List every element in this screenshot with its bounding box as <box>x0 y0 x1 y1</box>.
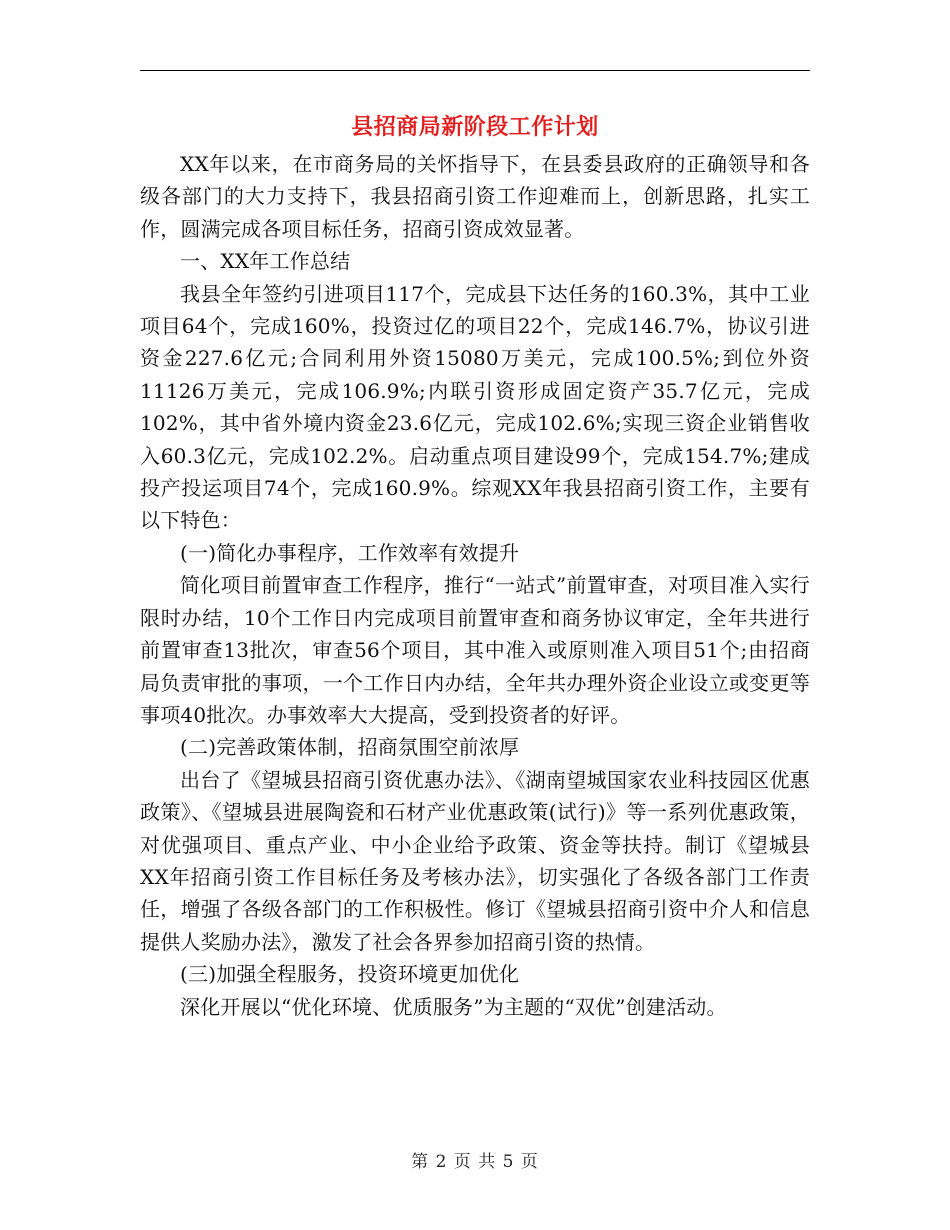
paragraph-statistics: 我县全年签约引进项目117个，完成县下达任务的160.3%，其中工业项目64个，完成160%，投资过亿的项目22个，完成146.7%，协议引进资金227.6亿元;合同利用外资15080万美元，完成100.5%;到位外资11126万美元，完成106.9%;内联引资形成固定资产35.7亿元，完成102%，其中省外境内资金23.6亿元，完成102.6%;实现三资企业销售收入60.3亿元，完成102.2%。启动重点项目建设99个，完成154.7%;建成投产投运项目74个，完成160.9%。综观XX年我县招商引资工作，主要有以下特色： <box>140 281 810 533</box>
document-title: 县招商局新阶段工作计划 <box>351 114 599 140</box>
subsection-heading-2: (二)完善政策体制，招商氛围空前浓厚 <box>180 735 520 760</box>
document-body <box>140 106 810 1023</box>
paragraph-intro: XX年以来，在市商务局的关怀指导下，在县委县政府的正确领导和各级各部门的大力支持下，我县招商引资工作迎难而上，创新思路，扎实工作，圆满完成各项目标任务，招商引资成效显著。 <box>140 152 810 241</box>
document-text <box>140 148 810 1023</box>
subsection-heading-3: (三)加强全程服务，投资环境更加优化 <box>180 962 520 987</box>
page-footer: 第 2 页 共 5 页 <box>411 1152 539 1172</box>
paragraph-procedures: 简化项目前置审查工作程序，推行“一站式”前置审查，对项目准入实行限时办结，10个工作日内完成项目前置审查和商务协议审定，全年共进行前置审查13批次，审查56个项目，其中准入或原则准入项目51个;由招商局负责审批的事项，一个工作日内办结，全年共办理外资企业设立或变更等事项40批次。办事效率大大提高，受到投资者的好评。 <box>140 573 810 727</box>
paragraph-services: 深化开展以“优化环境、优质服务”为主题的“双优”创建活动。 <box>180 994 727 1019</box>
header-rule <box>140 70 810 71</box>
paragraph-policies: 出台了《望城县招商引资优惠办法》、《湖南望城国家农业科技园区优惠政策》、《望城县进展陶瓷和石材产业优惠政策(试行)》等一系列优惠政策，对优强项目、重点产业、中小企业给予政策、资金等扶持。制订《望城县XX年招商引资工作目标任务及考核办法》，切实强化了各级各部门工作责任，增强了各级各部门的工作积极性。修订《望城县招商引资中介人和信息提供人奖励办法》，激发了社会各界参加招商引资的热情。 <box>140 767 810 954</box>
subsection-heading-1: (一)简化办事程序，工作效率有效提升 <box>180 540 520 565</box>
section-heading-summary: 一、XX年工作总结 <box>180 249 351 274</box>
